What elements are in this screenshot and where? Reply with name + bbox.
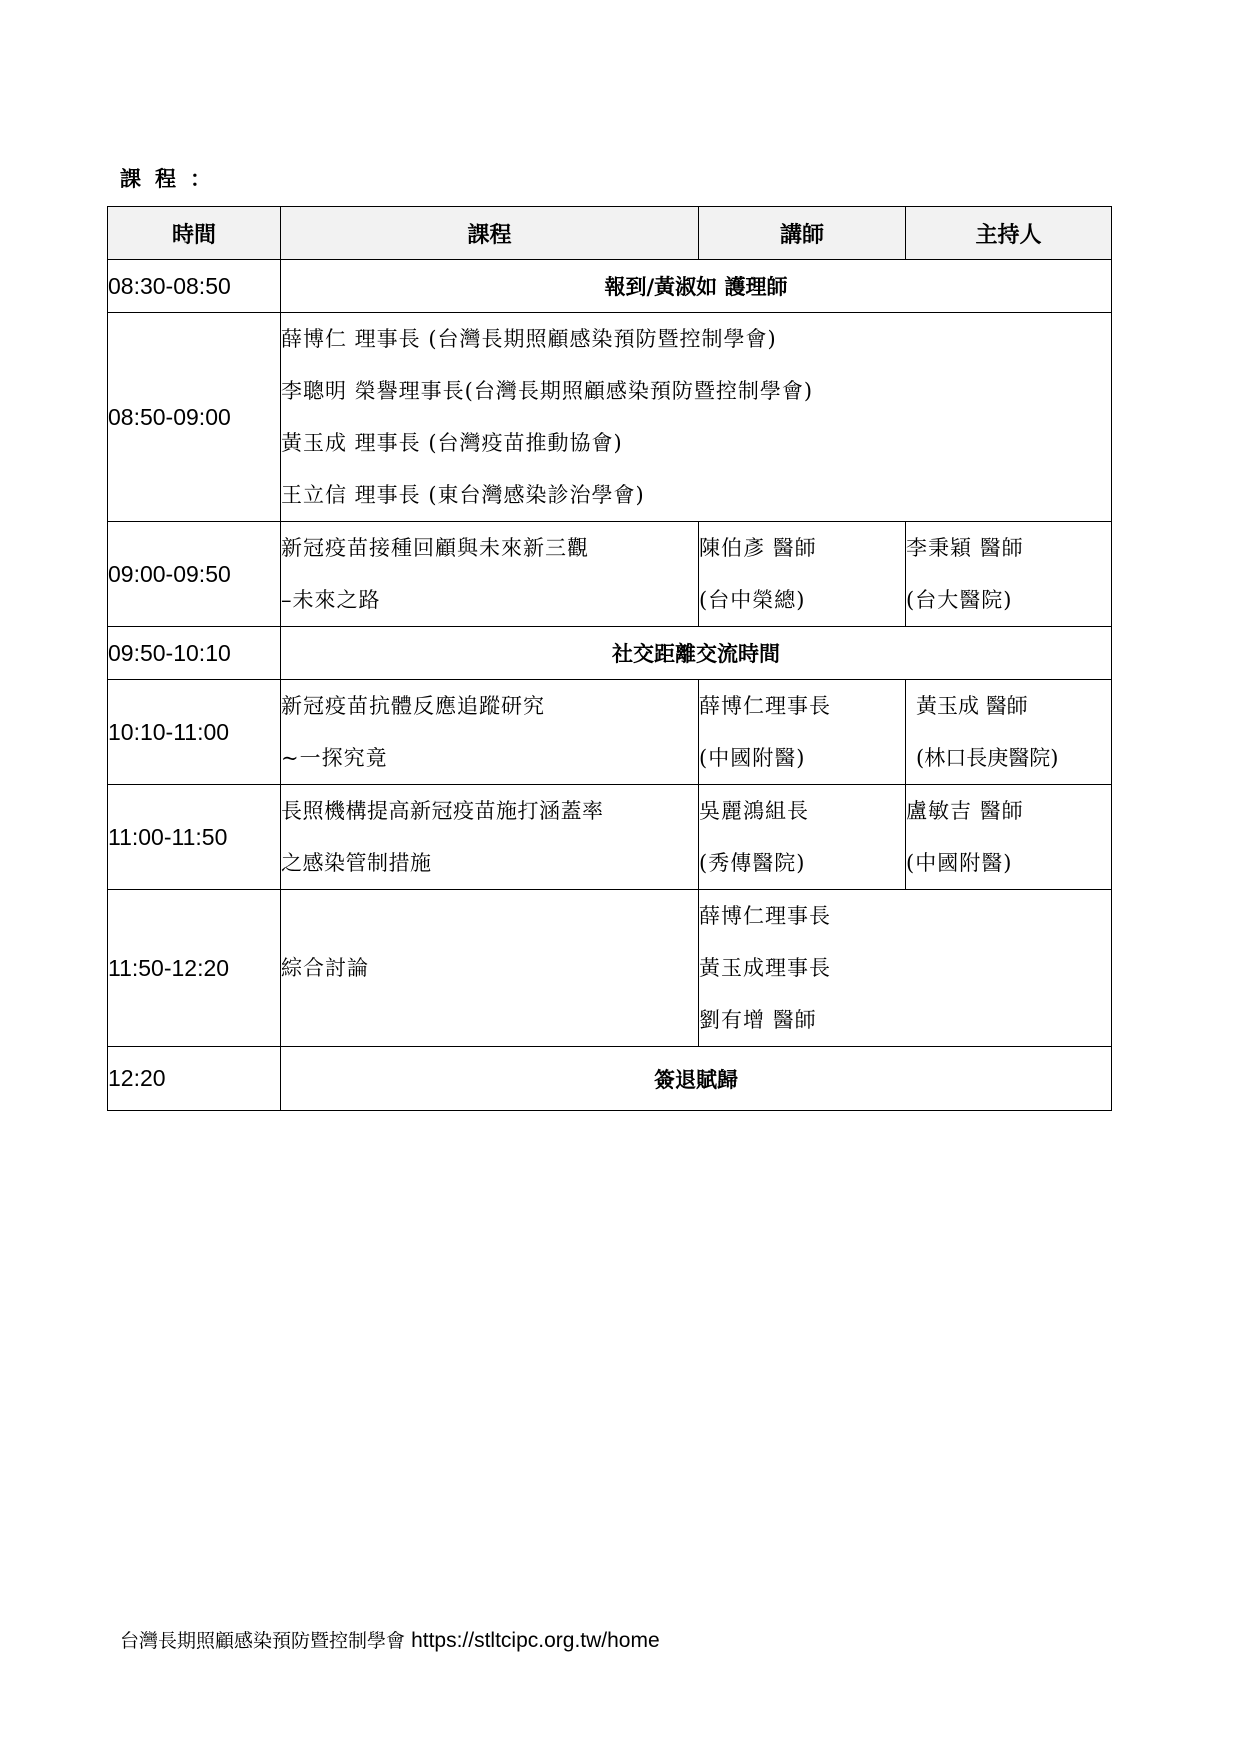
course-line: 長照機構提高新冠疫苗施打涵蓋率: [281, 799, 604, 823]
panelist: 黃玉成理事長: [699, 956, 831, 980]
table-row: [108, 1047, 1112, 1111]
checkout-cell: 簽退賦歸: [281, 1047, 1112, 1111]
time-cell: 11:00-11:50: [108, 785, 281, 890]
speaker-cell: [699, 680, 906, 785]
speaker-cell: [699, 785, 906, 890]
speaker-affiliation: (台中榮總): [699, 588, 806, 612]
host-name: 盧敏吉 醫師: [906, 799, 1024, 823]
host-cell: [906, 785, 1112, 890]
table-row: [108, 260, 1112, 313]
header-host: 主持人: [906, 207, 1112, 260]
course-line: 新冠疫苗抗體反應追蹤研究: [281, 694, 545, 718]
speaker-affiliation: (秀傳醫院): [699, 851, 806, 875]
speaker-name: 薛博仁理事長: [699, 694, 831, 718]
course-cell: [281, 680, 699, 785]
guest-line: 黃玉成 理事長 (台灣疫苗推動協會): [281, 431, 623, 455]
time-cell: 08:30-08:50: [108, 260, 281, 313]
host-cell: [906, 522, 1112, 627]
speaker-name: 吳麗鴻組長: [699, 799, 809, 823]
time-cell: 12:20: [108, 1047, 281, 1111]
course-line: 之感染管制措施: [281, 851, 432, 875]
registration-cell: 報到/黃淑如 護理師: [281, 260, 1112, 313]
table-row: [108, 785, 1112, 890]
opening-remarks-cell: [281, 313, 1112, 522]
host-affiliation: (台大醫院): [906, 588, 1013, 612]
time-cell: 09:50-10:10: [108, 627, 281, 680]
host-name: 李秉穎 醫師: [906, 536, 1024, 560]
time-cell: 10:10-11:00: [108, 680, 281, 785]
guest-line: 王立信 理事長 (東台灣感染診治學會): [281, 483, 645, 507]
host-name: 黃玉成 醫師: [916, 694, 1028, 718]
footer-url[interactable]: https://stltcipc.org.tw/home: [411, 1629, 660, 1652]
guest-line: 薛博仁 理事長 (台灣長期照顧感染預防暨控制學會): [281, 327, 777, 351]
panelist: 劉有增 醫師: [699, 1008, 817, 1032]
host-cell: [906, 680, 1112, 785]
section-title: 課程：: [120, 166, 225, 191]
course-line: 綜合討論: [281, 956, 369, 980]
course-cell: [281, 522, 699, 627]
table-row: [108, 680, 1112, 785]
course-cell: [281, 890, 699, 1047]
course-line: 新冠疫苗接種回顧與未來新三觀: [281, 536, 589, 560]
panelist: 薛博仁理事長: [699, 904, 831, 928]
footer-org: 台灣長期照顧感染預防暨控制學會: [120, 1630, 406, 1652]
panel-cell: [699, 890, 1112, 1047]
break-cell: 社交距離交流時間: [281, 627, 1112, 680]
host-affiliation: (林口長庚醫院): [916, 746, 1059, 770]
table-row: [108, 522, 1112, 627]
header-course: 課程: [281, 207, 699, 260]
table-header-row: [108, 207, 1112, 260]
table-row: [108, 890, 1112, 1047]
schedule-table: [107, 206, 1112, 1111]
header-time: 時間: [108, 207, 281, 260]
speaker-affiliation: (中國附醫): [699, 746, 806, 770]
header-speaker: 講師: [699, 207, 906, 260]
course-cell: [281, 785, 699, 890]
speaker-name: 陳伯彥 醫師: [699, 536, 817, 560]
speaker-cell: [699, 522, 906, 627]
page-footer: [120, 1626, 660, 1653]
course-line: –未來之路: [281, 588, 381, 612]
table-row: [108, 627, 1112, 680]
time-cell: 09:00-09:50: [108, 522, 281, 627]
guest-line: 李聰明 榮譽理事長(台灣長期照顧感染預防暨控制學會): [281, 379, 814, 403]
table-row: [108, 313, 1112, 522]
time-cell: 08:50-09:00: [108, 313, 281, 522]
course-line: ~一探究竟: [281, 746, 388, 770]
time-cell: 11:50-12:20: [108, 890, 281, 1047]
host-affiliation: (中國附醫): [906, 851, 1013, 875]
